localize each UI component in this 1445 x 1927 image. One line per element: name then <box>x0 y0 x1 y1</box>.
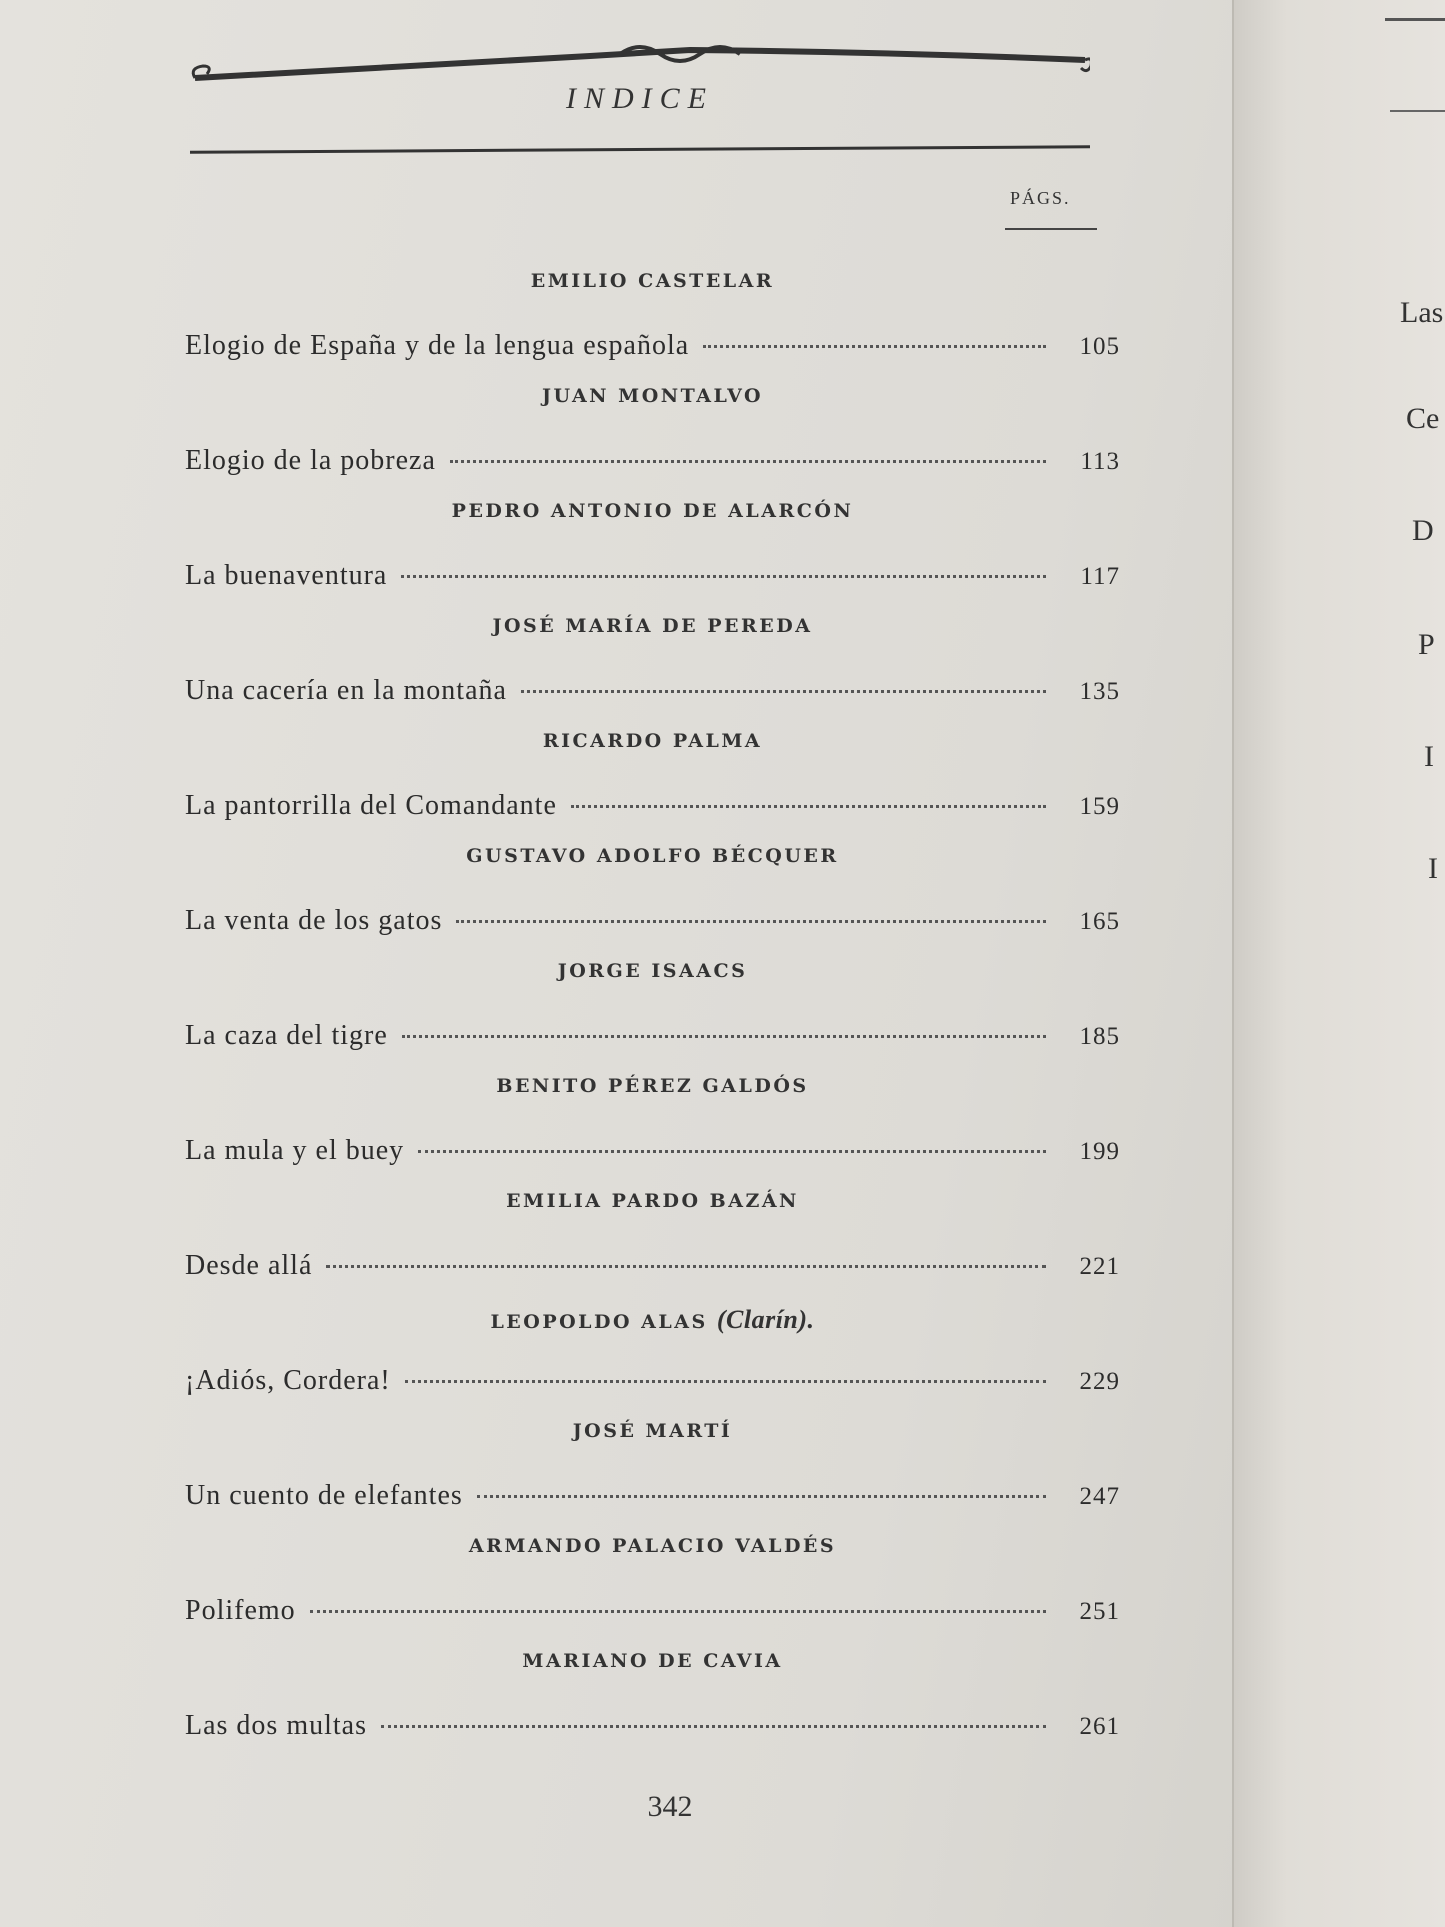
dot-leader <box>310 1610 1046 1613</box>
entry-title: Las dos multas <box>185 1710 367 1741</box>
entry-title: Un cuento de elefantes <box>185 1480 463 1511</box>
dot-leader <box>477 1495 1046 1498</box>
entry-work-row <box>185 905 1120 939</box>
entry-page-number: 105 <box>1079 333 1120 360</box>
header-rule <box>190 145 1090 153</box>
entry-work-row <box>185 1480 1120 1514</box>
dot-leader <box>405 1380 1046 1383</box>
facing-page-text: Las <box>1400 296 1444 329</box>
header-ornament <box>190 38 1090 88</box>
entry-page-number: 261 <box>1079 1713 1120 1740</box>
facing-page-text: I <box>1424 740 1434 773</box>
entry-author <box>185 1305 1120 1335</box>
dot-leader <box>401 575 1046 578</box>
dot-leader <box>456 920 1046 923</box>
dot-leader <box>418 1150 1046 1153</box>
entry-title: La buenaventura <box>185 560 388 591</box>
entry-page-number: 117 <box>1080 563 1120 590</box>
entry-work-row <box>185 1595 1120 1629</box>
dot-leader <box>450 460 1046 463</box>
entry-work-row <box>185 445 1120 479</box>
entry-author: RICARDO PALMA <box>542 730 763 752</box>
entry-title: Desde allá <box>185 1250 313 1281</box>
entry-title: Polifemo <box>185 1595 296 1626</box>
entry-work-row <box>185 790 1120 824</box>
dot-leader <box>571 805 1046 808</box>
entry-page-number: 165 <box>1079 908 1120 935</box>
facing-page-text: D <box>1412 514 1434 547</box>
facing-page-ornament <box>1385 18 1445 27</box>
dot-leader <box>381 1725 1046 1728</box>
entry-page-number: 159 <box>1079 793 1120 820</box>
entry-work-row <box>185 675 1120 709</box>
entry-author: JOSÉ MARTÍ <box>572 1420 733 1442</box>
entry-page-number: 221 <box>1079 1253 1120 1280</box>
entry-page-number: 199 <box>1079 1138 1120 1165</box>
entry-page-number: 251 <box>1079 1598 1120 1625</box>
entry-work-row <box>185 1135 1120 1169</box>
entry-work-row <box>185 1250 1120 1284</box>
pages-column-label: PÁGS. <box>1010 188 1071 208</box>
entry-work-row <box>185 1020 1120 1054</box>
entry-work-row <box>185 560 1120 594</box>
entry-work-row <box>185 1710 1120 1744</box>
entry-author-name: LEOPOLDO ALAS <box>490 1311 708 1333</box>
entry-author: JOSÉ MARÍA DE PEREDA <box>492 615 813 637</box>
entry-title: Elogio de España y de la lengua española <box>185 330 690 361</box>
entry-title: La venta de los gatos <box>185 905 443 936</box>
entry-page-number: 135 <box>1079 678 1120 705</box>
entry-author: PEDRO ANTONIO DE ALARCÓN <box>451 500 854 522</box>
entry-author: GUSTAVO ADOLFO BÉCQUER <box>466 845 839 867</box>
facing-page-text: Ce <box>1406 402 1440 435</box>
entry-page-number: 185 <box>1079 1023 1120 1050</box>
entry-author: MARIANO DE CAVIA <box>522 1650 783 1672</box>
pages-column-underline <box>1005 228 1097 230</box>
facing-page-text: P <box>1418 628 1435 661</box>
entry-title: La pantorrilla del Comandante <box>185 790 557 821</box>
entry-title: Elogio de la pobreza <box>185 445 436 476</box>
entry-page-number: 247 <box>1079 1483 1120 1510</box>
entry-author: EMILIA PARDO BAZÁN <box>506 1190 799 1212</box>
entry-title: Una cacería en la montaña <box>185 675 507 706</box>
entry-author: JUAN MONTALVO <box>541 385 764 407</box>
dot-leader <box>703 345 1046 348</box>
entry-author-alias: (Clarín). <box>716 1305 815 1334</box>
page-folio-number: 342 <box>647 1790 693 1823</box>
facing-page-text: I <box>1428 852 1438 885</box>
index-title: INDICE <box>566 82 714 115</box>
entry-title: La caza del tigre <box>185 1020 388 1051</box>
entry-author: ARMANDO PALACIO VALDÉS <box>468 1535 837 1557</box>
dot-leader <box>326 1265 1046 1268</box>
entry-title: La mula y el buey <box>185 1135 405 1166</box>
dot-leader <box>402 1035 1046 1038</box>
entry-author: BENITO PÉREZ GALDÓS <box>496 1075 809 1097</box>
entry-work-row <box>185 1365 1120 1399</box>
entry-author: EMILIO CASTELAR <box>530 270 775 292</box>
entry-page-number: 113 <box>1080 448 1120 475</box>
facing-page <box>1232 0 1445 1927</box>
facing-page-rule <box>1390 110 1445 112</box>
entry-title: ¡Adiós, Cordera! <box>185 1365 391 1396</box>
dot-leader <box>521 690 1046 693</box>
entry-author: JORGE ISAACS <box>557 960 748 982</box>
entry-page-number: 229 <box>1079 1368 1120 1395</box>
entry-work-row <box>185 330 1120 364</box>
